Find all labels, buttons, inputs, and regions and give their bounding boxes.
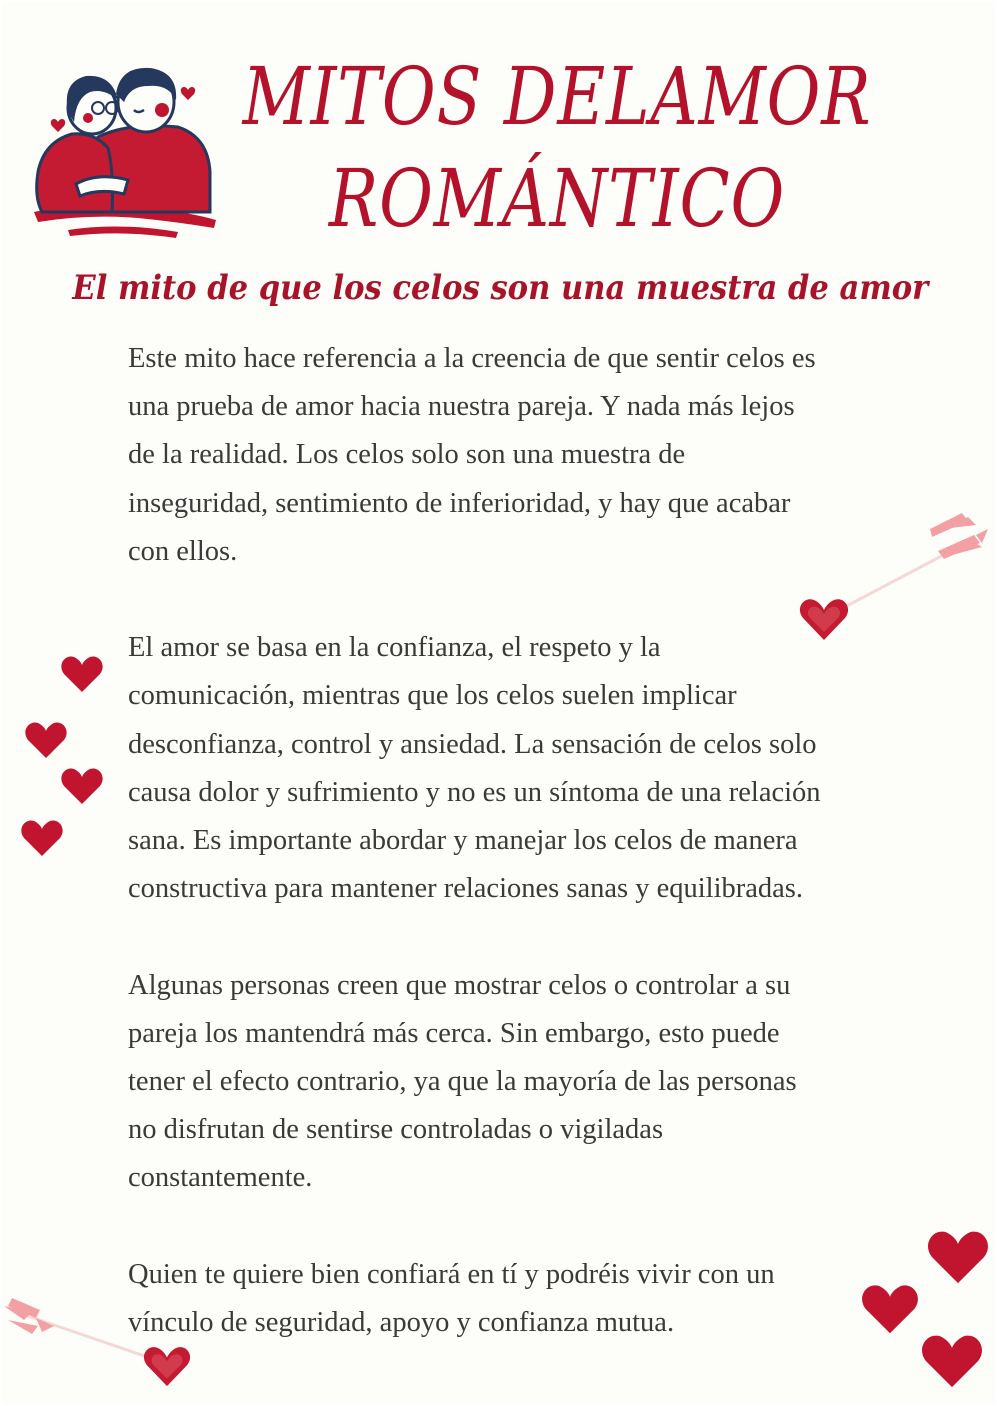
heart-icon <box>24 720 68 760</box>
patterned-heart-icon <box>142 1344 192 1390</box>
paragraph-line: Este mito hace referencia a la creencia de que sentir celos es <box>128 343 816 374</box>
paragraph-line: El amor se basa en la confianza, el respeto y la <box>128 632 661 664</box>
paragraph-line: constructiva para mantener relaciones sanas y equilibradas. <box>128 873 804 905</box>
paragraph-line: sana. Es importante abordar y manejar los celos de manera <box>128 825 798 857</box>
heart-icon <box>60 654 104 694</box>
paragraph <box>128 962 958 1203</box>
section-heading: El mito de que los celos son una muestra de amor <box>72 268 929 308</box>
paragraph-line: causa dolor y sufrimiento y no es un síntoma de una relación <box>128 776 821 808</box>
paragraph-line: constantemente. <box>128 1162 313 1194</box>
paragraph <box>128 624 958 913</box>
document-page <box>2 2 995 1404</box>
heart-icon <box>926 1228 990 1286</box>
paragraph-line: Quien te quiere bien confiará en tí y podréis vivir con un <box>128 1258 775 1290</box>
paragraph-line: comunicación, mientras que los celos suelen implicar <box>128 680 737 712</box>
paragraph-line: de la realidad. Los celos solo son una muestra de <box>128 439 686 471</box>
paragraph-line: una prueba de amor hacia nuestra pareja. Y nada más lejos <box>128 391 795 423</box>
title-line-1: MITOS DELAMOR <box>242 50 872 143</box>
article-body <box>128 335 958 1395</box>
paragraph-line: inseguridad, sentimiento de inferioridad, y hay que acabar <box>128 487 791 519</box>
paragraph-line: vínculo de seguridad, apoyo y confianza mutua. <box>128 1307 675 1339</box>
patterned-heart-icon <box>798 596 850 644</box>
paragraph-line: con ellos. <box>128 535 238 567</box>
paragraph-line: pareja los mantendrá más cerca. Sin embargo, esto puede <box>128 1017 780 1049</box>
title-line-2: ROMÁNTICO <box>328 152 786 245</box>
paragraph-line: tener el efecto contrario, ya que la mayoría de las personas <box>128 1066 797 1098</box>
heart-icon <box>920 1332 984 1390</box>
paragraph-line: no disfrutan de sentirse controladas o vigiladas <box>128 1114 664 1146</box>
paragraph-line: Algunas personas creen que mostrar celos o controlar a su <box>128 969 791 1001</box>
page-title <box>233 46 881 250</box>
couple-illustration-icon <box>28 62 224 242</box>
heart-icon <box>860 1282 920 1336</box>
paragraph <box>128 1251 958 1347</box>
heart-icon <box>20 818 64 858</box>
paragraph-line: desconfianza, control y ansiedad. La sensación de celos solo <box>128 728 817 760</box>
heart-icon <box>60 766 104 806</box>
